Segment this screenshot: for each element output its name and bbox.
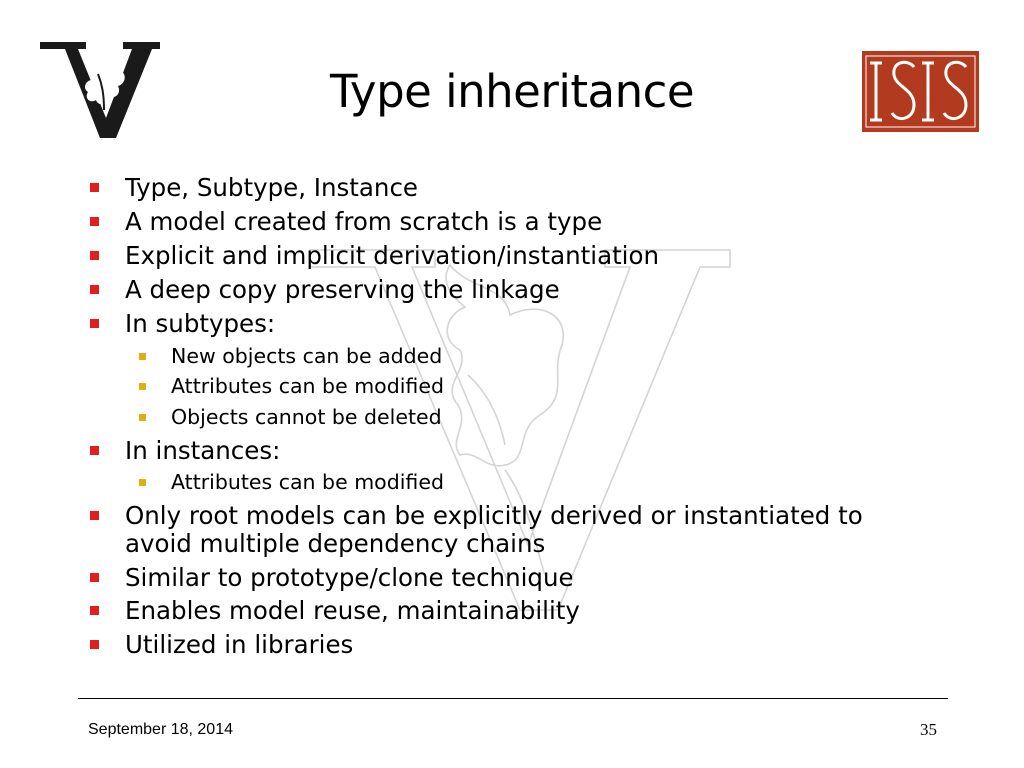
sub-bullet-marker	[139, 353, 146, 360]
page-number: 35	[920, 720, 937, 739]
sub-bullet-marker	[139, 479, 146, 486]
sub-bullet-marker	[139, 383, 146, 390]
bullet-text: A deep copy preserving the linkage	[125, 275, 560, 304]
sub-bullet-marker	[139, 414, 146, 421]
bullet-text: Explicit and implicit derivation/instantiation	[125, 241, 660, 270]
bullet-text: A model created from scratch is a type	[125, 207, 603, 236]
bullet-text: Utilized in libraries	[125, 630, 354, 659]
bullet-marker	[90, 251, 99, 260]
footer-divider	[78, 698, 948, 699]
bullet-marker	[90, 319, 99, 328]
slide-title: Type inheritance	[329, 65, 695, 118]
bullet-marker	[90, 217, 99, 226]
bullet-text: Similar to prototype/clone technique	[125, 563, 574, 592]
bullet-text: avoid multiple dependency chains	[125, 529, 546, 558]
bullet-marker	[90, 573, 99, 582]
bullet-marker	[90, 183, 99, 192]
sub-bullet-text: New objects can be added	[171, 344, 443, 368]
sub-bullet-text: Attributes can be modified	[171, 374, 444, 398]
sub-bullet-text: Attributes can be modified	[171, 470, 444, 494]
bullet-text: Only root models can be explicitly derived or instantiated to	[125, 501, 863, 530]
bullet-text: Enables model reuse, maintainability	[125, 596, 580, 625]
footer-date: September 18, 2014	[88, 721, 233, 738]
bullet-marker	[90, 446, 99, 455]
bullet-marker	[90, 511, 99, 520]
bullet-marker	[90, 606, 99, 615]
bullet-text: In subtypes:	[125, 309, 276, 338]
bullet-text: Type, Subtype, Instance	[125, 173, 418, 202]
sub-bullet-text: Objects cannot be deleted	[171, 405, 442, 429]
bullet-marker	[90, 285, 99, 294]
bullet-marker	[90, 640, 99, 649]
bullet-text: In instances:	[125, 436, 281, 465]
